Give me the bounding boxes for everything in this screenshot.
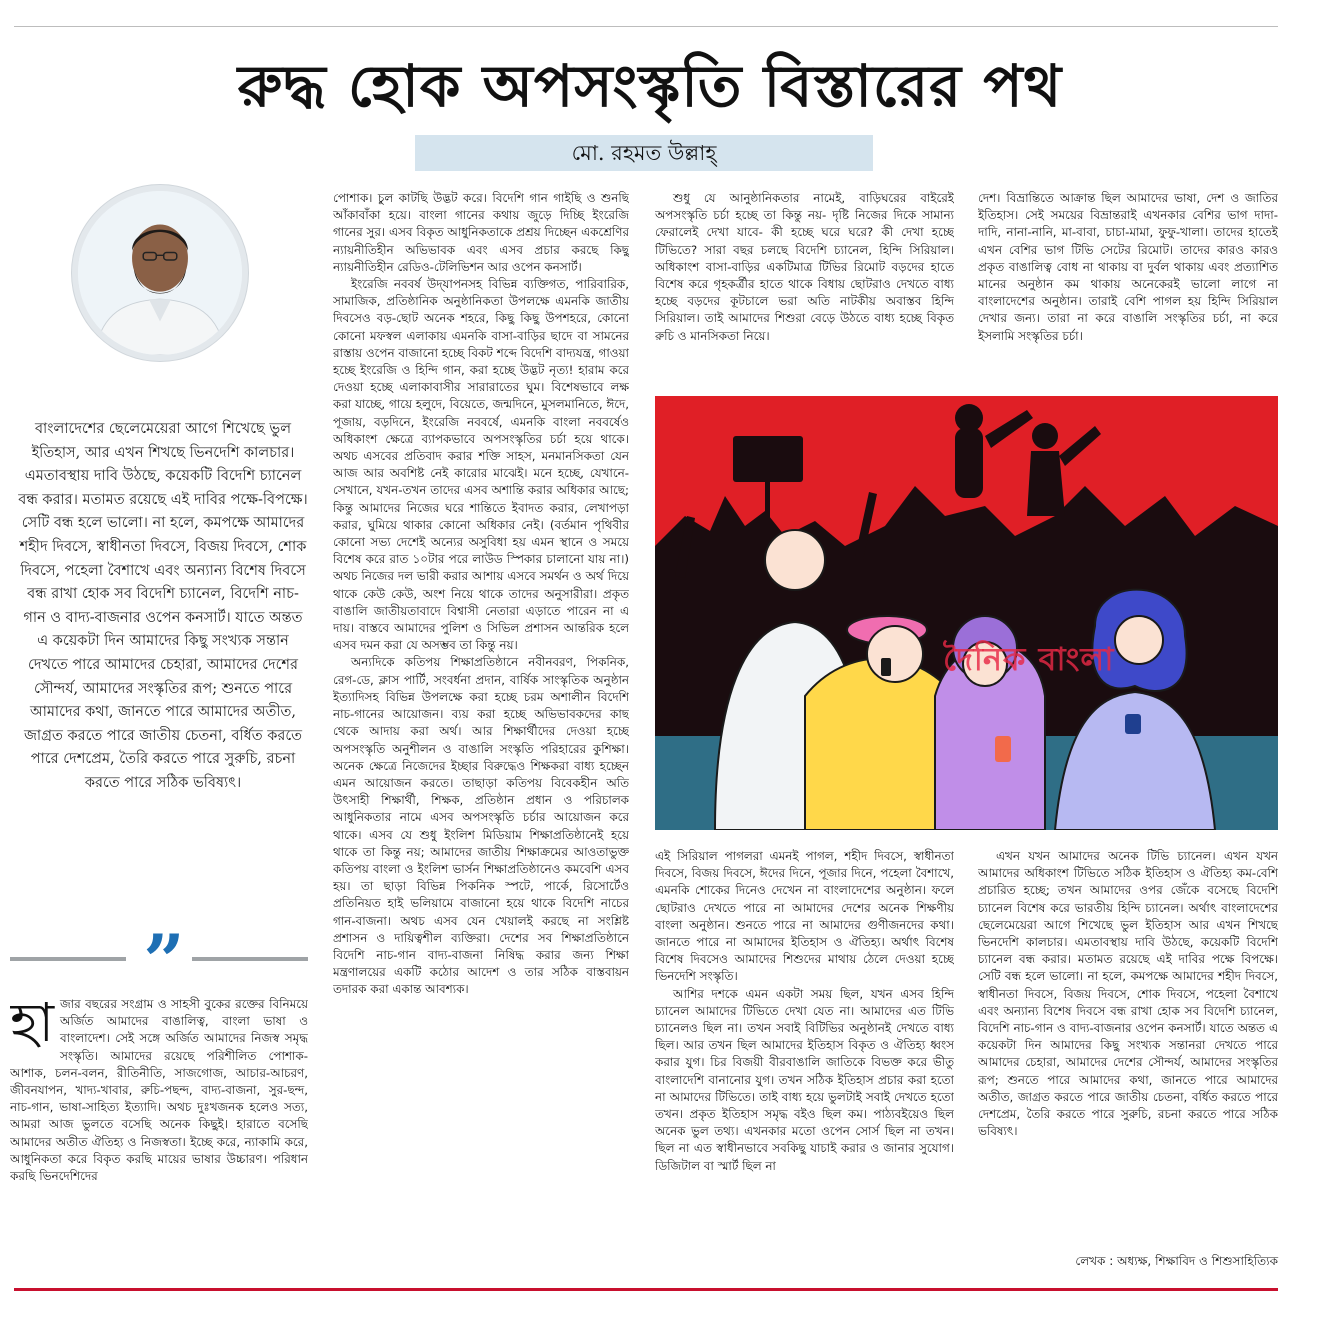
author-photo [72,185,248,361]
article-paragraph: অন্যদিকে কতিপয় শিক্ষাপ্রতিষ্ঠানে নবীনবরণ, পিকনিক, রেগ-ডে, ক্লাস পার্টি, সংবর্ধনা প্রদান, বার্ষিক সাংস্কৃতিক অনুষ্ঠান ইত্যাদিসহ বিভিন্ন উপলক্ষে করা হচ্ছে চরম অশালীন বিদেশি নাচ-গানের আয়োজন। ব্যয় করা হচ্ছে অভিভাবকদের কাছ থেকে আদায় করা অর্থ। আর শিক্ষার্থীদের দেওয়া হচ্ছে অপসংস্কৃতি অনুশীলন ও বাঙালি সংস্কৃতি পরিহারের কুশিক্ষা। অনেক ক্ষেত্রে নিজেদের ইচ্ছার বিরুদ্ধেও শিক্ষকরা বাধ্য হচ্ছেন এমন আয়োজন করতে। তাছাড়া কতিপয় বিবেকহীন অতি উৎসাহী শিক্ষার্থী, শিক্ষক, প্রতিষ্ঠান প্রধান ও পরিচালক আধুনিকতার নামে এসব অপসংস্কৃতি চর্চার আয়োজন করে থাকে। এসব যে শুধু ইংলিশ মিডিয়াম শিক্ষাপ্রতিষ্ঠানেই হয়ে থাকে তা কিন্তু নয়; আমাদের জাতীয় শিক্ষাক্রমের আওতাভুক্ত কতিপয় বাংলা ও ইংলিশ ভার্সন শিক্ষাপ্রতিষ্ঠানেও কমবেশি এসব হয়। তা ছাড়া বিভিন্ন পিকনিক স্পটে, পার্কে, রিসোর্টেও প্রতিনিয়ত হাই ভলিয়ামে বাজানো হয়ে থাকে বিদেশি নাচের গান-বাজনা। অথচ এসব যেন খেয়ালই করছে না সংশ্লিষ্ট প্রশাসন ও দায়িত্বশীল ব্যক্তিরা। দেশের সব শিক্ষাপ্রতিষ্ঠানে বিদেশি নাচ-গান বাদ্য-বাজনা নিষিদ্ধ করার জন্য শিক্ষা মন্ত্রণালয়ের একটি কঠোর আদেশ ও তার সঠিক বাস্তবায়ন তদারক করা একান্ত আবশ্যক। [333,655,629,997]
article-column-4-top [978,190,1278,382]
article-illustration [655,396,1278,830]
article-column-1 [10,996,308,1268]
drop-cap: হা [10,996,55,1054]
author-credit: লেখক : অধ্যক্ষ, শিক্ষাবিদ ও শিশুসাহিত্যিক [1075,1254,1278,1268]
article-paragraph: এই সিরিয়াল পাগলরা এমনই পাগল, শহীদ দিবসে, স্বাধীনতা দিবসে, বিজয় দিবসে, ঈদের দিনে, পূজার দিনে, পহেলা বৈশাখে, এমনকি শোকের দিনেও দেখেন না বাংলাদেশের অনুষ্ঠান। ফলে ছোটরাও দেখতে পারে না আমাদের দেশের অনেক শিক্ষণীয় বাংলা অনুষ্ঠান। শুনতে পারে না আমাদের গুণীজনদের কথা। জানতে পারে না আমাদের ইতিহাস ও ঐতিহ্য। অর্থাৎ বিশেষ বিশেষ দিবসেও আমাদের শিশুদের মাথায় ঠেলে দেওয়া হচ্ছে ভিনদেশি সংস্কৃতি। [655,849,954,984]
quote-divider-line-right [192,957,308,961]
article-column-3-bottom [655,848,954,1272]
bottom-rule [14,1288,1278,1291]
article-paragraph: জার বছরের সংগ্রাম ও সাহসী বুকের রক্তের বিনিময়ে অর্জিত আমাদের বাঙালিত্ব, বাংলা ভাষা ও বাংলাদেশ। সেই সঙ্গে অর্জিত আমাদের নিজস্ব সমৃদ্ধ সংস্কৃতি। আমাদের রয়েছে পরিশীলিত পোশাক-আশাক, চলন-বলন, রীতিনীতি, সাজগোজ, আচার-আচরণ, জীবনযাপন, খাদ্য-খাবার, রুচি-পছন্দ, বাদ্য-বাজনা, সুর-ছন্দ, নাচ-গান, ভাষা-সাহিত্য ইত্যাদি। অথচ দুঃখজনক হলেও সত্য, আমরা আজ ভুলতে বসেছি অনেক কিছুই। হারাতে বসেছি আমাদের অতীত ঐতিহ্য ও নিজস্বতা। ইচ্ছে করে, ন্যাকামি করে, আধুনিকতা করে বিকৃত করছি মায়ের ভাষার উচ্চারণ। পরিধান করছি ভিনদেশিদের [10,997,308,1184]
article-column-4-bottom [978,848,1278,1238]
article-paragraph: আশির দশকে এমন একটা সময় ছিল, যখন এসব হিন্দি চ্যানেল আমাদের টিভিতে দেখা যেত না। আমাদের এত টিভি চ্যানেলও ছিল না। তখন সবাই বিটিভির অনুষ্ঠানই দেখতে বাধ্য ছিল। আর তখন ছিল আমাদের ইতিহাস বিকৃত ও ঐতিহ্য ধ্বংস করার যুগ। চির বিজয়ী বীরবাঙালি জাতিকে বিভক্ত করে ভীতু বাংলাদেশি বানানোর যুগ। তখন সঠিক ইতিহাস প্রচার করা হতো না আমাদের টিভিতে। তাই বাধ্য হয়ে ভুলটাই সবাই দেখতে হতো তখন। প্রকৃত ইতিহাস সমৃদ্ধ বইও ছিল কম। পাঠ্যবইয়েও ছিল অনেক ভুল তথ্য। এখনকার মতো ওপেন সোর্স ছিল না তখন। ছিল না এত স্বাধীনভাবে সবকিছু যাচাই করার ও জানার সুযোগ। ডিজিটাল বা স্মার্ট ছিল না [655,986,954,1173]
article-paragraph: এখন যখন আমাদের অনেক টিভি চ্যানেল। এখন যখন আমাদের অধিকাংশ টিভিতে সঠিক ইতিহাস ও ঐতিহ্য কম-বেশি প্রচারিত হচ্ছে; তখন আমাদের ওপর জেঁকে বসেছে বিদেশি চ্যানেল বিশেষ করে ভারতীয় হিন্দি চ্যানেল। অর্থাৎ বাংলাদেশের ছেলেমেয়েরা আগে শিখেছে ভুল ইতিহাস আর এখন শিখছে ভিনদেশি কালচার। এমতাবস্থায় দাবি উঠছে, কয়েকটি বিদেশি চ্যানেল বন্ধ করার। মতামত রয়েছে এই দাবির পক্ষে বিপক্ষে। সেটি বন্ধ হলে ভালো। না হলে, কমপক্ষে আমাদের শহীদ দিবসে, স্বাধীনতা দিবসে, বিজয় দিবসে, শোক দিবসে, পহেলা বৈশাখে এবং অন্যান্য বিশেষ দিবসে বন্ধ রাখা হোক সব বিদেশি চ্যানেল, বিদেশি নাচ-গান ও বাদ্য-বাজনার ওপেন কনসার্ট। যাতে অন্তত এ কয়েকটা দিন আমাদের কিছু সংখ্যক সন্তানরা দেখতে পারে আমাদের চেহারা, আমাদের দেশের সৌন্দর্য, আমাদের সংস্কৃতির রূপ; শুনতে পারে আমাদের কথা, জানতে পারে আমাদের অতীত, জাগ্রত করতে পারে জাতীয় চেতনা, বর্ধিত করতে পারে দেশপ্রেম, তৈরি করতে পারে সুরুচি, রচনা করতে পারে সঠিক ভবিষ্যৎ। [978,849,1278,1139]
top-rule [14,26,1278,27]
article-paragraph: ইংরেজি নববর্ষ উদ্‌যাপনসহ বিভিন্ন ব্যক্তিগত, পারিবারিক, সামাজিক, প্রতিষ্ঠানিক অনুষ্ঠানিকতা উপলক্ষে এমনকি জাতীয় দিবসেও বড়-ছোট অনেক শহরে, কিছু কিছু উপশহরে, কোনো কোনো মফস্বল এলাকায় এমনকি বাসা-বাড়ির ছাদে বা সামনের রাস্তায় ওপেন বাজানো হচ্ছে বিকট শব্দে বিদেশি বাদ্যযন্ত্র, গাওয়া হচ্ছে ইংরেজি ও হিন্দি গান, করা হচ্ছে উদ্ভট নৃত্য! হারাম করে দেওয়া হচ্ছে এলাকাবাসীর সারারাতের ঘুম। বিশেষভাবে লক্ষ করা যাচ্ছে, গায়ে হলুদে, বিয়েতে, জন্মদিনে, মুসলমানিতে, ঈদে, পূজায়, বড়দিনে, ইংরেজি নববর্ষে, এমনকি বাংলা নববর্ষেও অধিকাংশ ক্ষেত্রে ব্যাপকভাবে অপসংস্কৃতির চর্চা হয়ে থাকে। অথচ এসবের প্রতিবাদ করার শক্তি সাহস, মনমানসিকতা যেন আজ আর অবশিষ্ট নেই কারোর মাঝেই। মনে হচ্ছে, যেখানে-সেখানে, যখন-তখন তাদের এসব অশান্তি করার অধিকার আছে; কিন্তু আমাদের নিজের ঘরে শান্তিতে ইবাদত করার, লেখাপড়া করার, ঘুমিয়ে থাকার কোনো অধিকার নেই। (বর্তমান পৃথিবীর কোনো সভ্য দেশেই অন্যের অসুবিধা হয় এমন স্থানে ও সময়ে বিশেষ করে রাত ১০টার পরে লাউড স্পিকার চালানো যায় না।) অথচ নিজের দল ভারী করার আশায় এসবে সমর্থন ও অর্থ দিয়ে থাকে কেউ কেউ, অংশ নিয়ে থাকে তাদের অনুসারীরা। প্রকৃত বাঙালি জাতীয়তাবাদে বিশ্বাসী নেতারা এড়াতে পারেন না এ দায়। বাস্তবে আমাদের পুলিশ ও সিভিল প্রশাসন আন্তরিক হলে এসব দমন করা যে অসম্ভব তা কিন্তু নয়। [333,277,629,653]
article-paragraph: পোশাক। চুল কাটছি উদ্ভট করে। বিদেশি গান গাইছি ও শুনছি আঁকাবাঁকা হয়ে। বাংলা গানের কথায় জুড়ে দিচ্ছি ইংরেজি গানের সুর। এসব বিকৃত আধুনিকতাকে প্রশ্রয় দিচ্ছেন একশ্রেণির ন্যায়নীতিহীন অভিভাবক এবং এসব প্রচার করছে কিছু ন্যায়নীতিহীন রেডিও-টেলিভিশন আর ওপেন কনসার্ট। [333,191,629,274]
quote-divider [10,918,308,1003]
watermark-logo: দৈনিক বাংলা [943,640,1115,678]
closing-quote-icon: ” [143,918,185,1003]
article-column-3-top [655,190,954,382]
article-paragraph: শুধু যে আনুষ্ঠানিকতার নামেই, বাড়িঘরের বাইরেই অপসংস্কৃতি চর্চা হচ্ছে তা কিন্তু নয়- দৃষ্টি নিজের দিকে সামান্য ফেরালেই দেখা যাবে- কী হচ্ছে ঘরে ঘরে? কী দেখা হচ্ছে টিভিতে? সারা বছর চলছে বিদেশি চ্যানেল, হিন্দি সিরিয়াল। অধিকাংশ বাসা-বাড়ির একটিমাত্র টিভির রিমোট বড়দের হাতে বিশেষ করে গৃহকর্ত্রীর হাতে থাকে বিধায় ছোটরাও দেখতে বাধ্য হচ্ছে বড়দের কূটচালে ভরা অতি নাটকীয় অবাস্তব হিন্দি সিরিয়াল। তাই আমাদের শিশুরা বেড়ে উঠতে বাধ্য হচ্ছে বিকৃত রুচি ও মানসিকতা নিয়ে। [655,191,954,343]
article-column-2 [333,190,629,1270]
pull-quote: বাংলাদেশের ছেলেমেয়েরা আগে শিখেছে ভুল ইতিহাস, আর এখন শিখছে ভিনদেশি কালচার। এমতাবস্থায় দাবি উঠছে, কয়েকটি বিদেশি চ্যানেল বন্ধ করার। মতামত রয়েছে এই দাবির পক্ষে-বিপক্ষে। সেটি বন্ধ হলে ভালো। না হলে, কমপক্ষে আমাদের শহীদ দিবসে, স্বাধীনতা দিবসে, বিজয় দিবসে, শোক দিবসে, পহেলা বৈশাখে এবং অন্যান্য বিশেষ দিবসে বন্ধ রাখা হোক সব বিদেশি চ্যানেল, বিদেশি নাচ-গান ও বাদ্য-বাজনার ওপেন কনসার্ট। যাতে অন্তত এ কয়েকটা দিন আমাদের কিছু সংখ্যক সন্তান দেখতে পারে আমাদের চেহারা, আমাদের দেশের সৌন্দর্য, আমাদের সংস্কৃতির রূপ; শুনতে পারে আমাদের কথা, জানতে পারে আমাদের অতীত, জাগ্রত করতে পারে জাতীয় চেতনা, বর্ধিত করতে পারে দেশপ্রেম, তৈরি করতে পারে সুরুচি, রচনা করতে পারে সঠিক ভবিষ্যৎ। [18,421,308,791]
byline: মো. রহমত উল্লাহ্ [415,135,873,171]
article-paragraph: দেশ। বিভ্রান্তিতে আক্রান্ত ছিল আমাদের ভাষা, দেশ ও জাতির ইতিহাস। সেই সময়ের বিভ্রান্তরাই এখনকার বেশির ভাগ দাদা-দাদি, নানা-নানি, মা-বাবা, চাচা-মামা, ফুফু-খালা। তাদের হাতেই এখন বেশির ভাগ টিভি সেটের রিমোট। তাদের কারও কারও প্রকৃত বাঙালিত্ব বোধ না থাকায় বা দুর্বল থাকায় এবং প্রত্যাশিত মানের অনুষ্ঠান কম থাকায় অনেকেরই ভালো লাগে না বাংলাদেশের অনুষ্ঠান। তারাই বেশি পাগল হয় হিন্দি সিরিয়াল দেখার জন্য। তারা না করে বাঙালি সংস্কৃতির চর্চা, না করে ইসলামি সংস্কৃতির চর্চা। [978,191,1278,343]
headline: রুদ্ধ হোক অপসংস্কৃতি বিস্তারের পথ [237,52,1063,120]
quote-divider-line-left [10,957,126,961]
